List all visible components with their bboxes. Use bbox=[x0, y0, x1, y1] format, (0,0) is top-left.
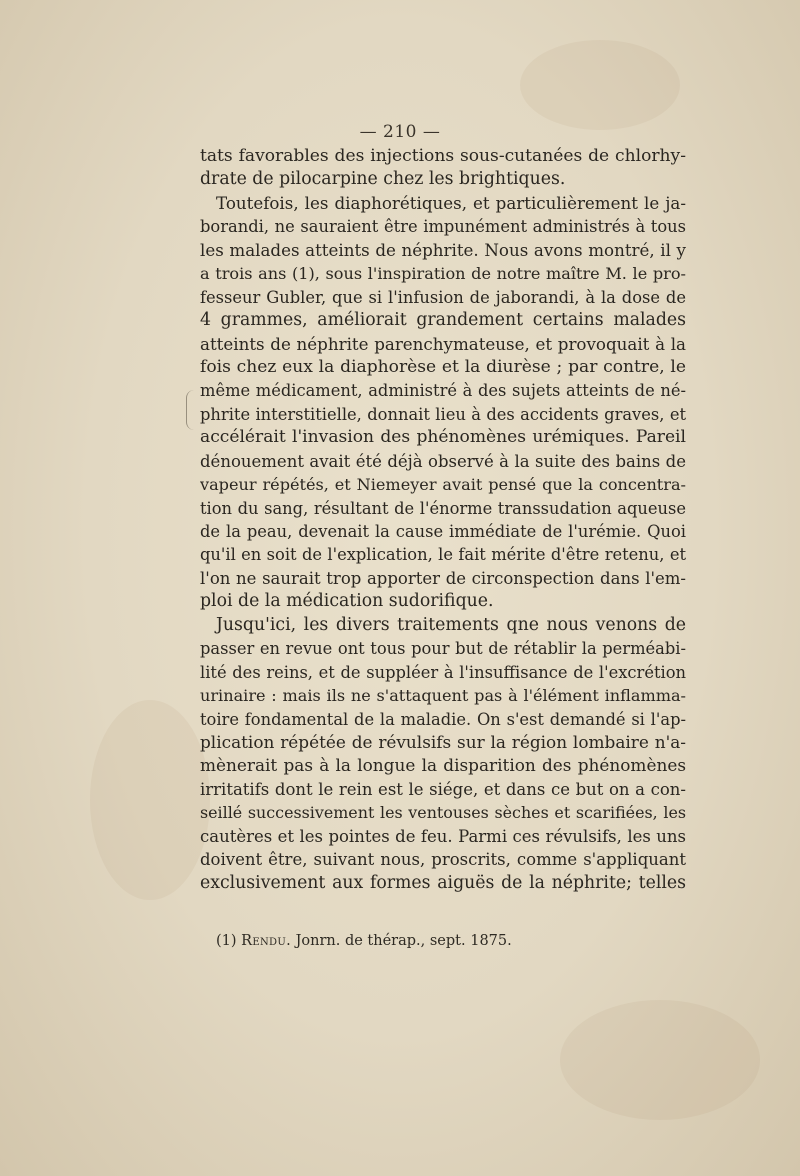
text-line: tion du sang, résultant de l'énorme transsudation aqueuse bbox=[200, 498, 686, 518]
text-line: vapeur répétés, et Niemeyer avait pensé que la concentra- bbox=[200, 475, 686, 495]
text-line: atteints de néphrite parenchymateuse, et provoquait à la bbox=[200, 333, 686, 354]
text-line: ploi de la médication sudorifique. bbox=[200, 591, 494, 612]
text-line: urinaire : mais ils ne s'attaquent pas à l'élément inflamma- bbox=[200, 686, 686, 706]
body-text bbox=[200, 145, 686, 895]
text-line: 4 grammes, améliorait grandement certains malades bbox=[200, 310, 686, 331]
paper-stain bbox=[560, 1000, 760, 1120]
text-line: a trois ans (1), sous l'inspiration de notre maître M. le pro- bbox=[200, 264, 686, 284]
page-number: — 210 — bbox=[359, 122, 441, 142]
text-line: plication répétée de révulsifs sur la région lombaire n'a- bbox=[200, 731, 686, 752]
footnote-author: Rendu. bbox=[241, 933, 291, 949]
text-line: irritatifs dont le rein est le siége, et dans ce but on a con- bbox=[200, 779, 686, 799]
text-line: Jusqu'ici, les divers traitements qne nous venons de bbox=[216, 614, 686, 635]
text-line: seillé successivement les ventouses sèches et scarifiées, les bbox=[200, 803, 686, 823]
text-line: passer en revue ont tous pour but de rétablir la perméabi- bbox=[200, 639, 686, 659]
text-line: de la peau, devenait la cause immédiate de l'urémie. Quoi bbox=[200, 522, 686, 541]
paper-stain bbox=[520, 40, 680, 130]
text-line: toire fondamental de la maladie. On s'est demandé si l'ap- bbox=[200, 709, 686, 729]
text-line: fois chez eux la diaphorèse et la diurèse ; par contre, le bbox=[200, 356, 686, 377]
text-line: dénouement avait été déjà observé à la suite des bains de bbox=[200, 451, 686, 471]
text-line: tats favorables des injections sous-cutanées de chlorhy- bbox=[200, 146, 686, 166]
paper-stain bbox=[90, 700, 210, 900]
text-line: borandi, ne sauraient être impunément administrés à tous bbox=[200, 217, 686, 237]
text-line: drate de pilocarpine chez les brightiques. bbox=[200, 169, 566, 190]
text-line: cautères et les pointes de feu. Parmi ces révulsifs, les uns bbox=[200, 826, 686, 846]
text-line: Toutefois, les diaphorétiques, et particulièrement le ja- bbox=[216, 192, 686, 213]
text-line: phrite interstitielle, donnait lieu à des accidents graves, et bbox=[200, 404, 686, 424]
text-line: lité des reins, et de suppléer à l'insuffisance de l'excrétion bbox=[200, 662, 686, 682]
text-line: accélérait l'invasion des phénomènes urémiques. Pareil bbox=[200, 427, 686, 448]
footnote-citation: Jonrn. de thérap., sept. 1875. bbox=[295, 933, 512, 949]
text-line: doivent être, suivant nous, proscrits, comme s'appliquant bbox=[200, 850, 686, 870]
text-line: fesseur Gubler, que si l'infusion de jaborandi, à la dose de bbox=[200, 287, 686, 307]
margin-pencil-mark bbox=[186, 390, 195, 430]
text-line: mènerait pas à la longue la disparition des phénomènes bbox=[200, 755, 686, 776]
footnote-marker: (1) bbox=[216, 933, 237, 949]
text-line: exclusivement aux formes aiguës de la néphrite; telles bbox=[200, 872, 686, 893]
footnote bbox=[216, 930, 686, 952]
text-line: l'on ne saurait trop apporter de circonspection dans l'em- bbox=[200, 568, 686, 588]
text-line: même médicament, administré à des sujets atteints de né- bbox=[200, 381, 686, 401]
text-line: les malades atteints de néphrite. Nous avons montré, il y bbox=[200, 239, 686, 260]
text-line: qu'il en soit de l'explication, le fait mérite d'être retenu, et bbox=[200, 545, 686, 565]
